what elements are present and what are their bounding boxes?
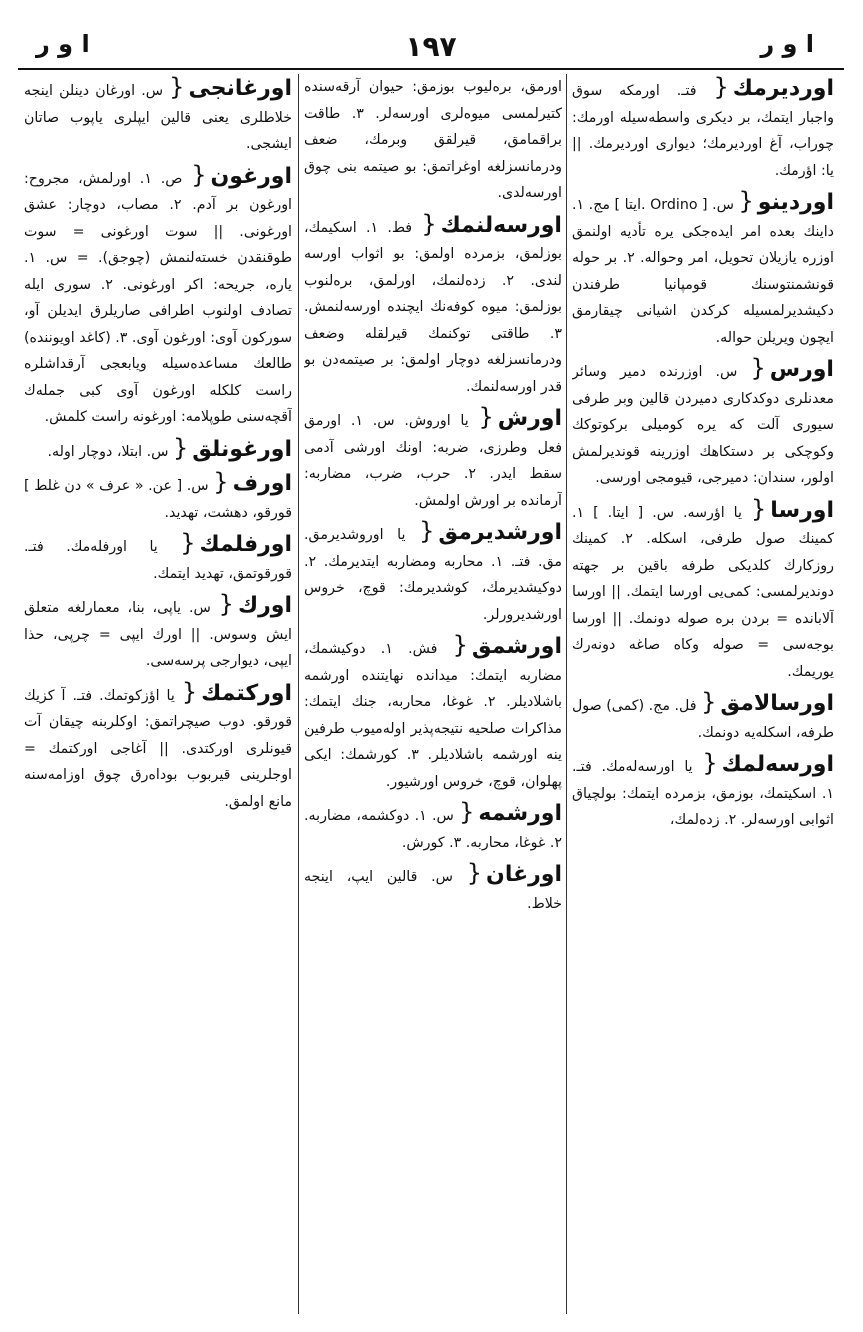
dictionary-entry: اورسه‌لمك{ یا اورسه‌له‌مك. فتـ. ۱. اسكیتمك، بوزمق، بزمرده ایتمك: بولچیاق اثوابی اورسه‌لر. ۲. زده‌لمك، — [572, 749, 834, 828]
definition: فط. ۱. اسكیمك، بوزلمق، بزمرده اولمق: بو اثواب اورسه لندی. ۲. زده‌لنمك، اورلمق، بره‌لنوب بوزلمق: میوه كوفه‌نك ایچنده اورسه‌لنمش. ۳. طاقتی توكنمك قیرلقله وضعف ودرمانسزلغه دوچار اولمق: بر صیتمه‌دن بو قدر اورسه‌لنمك. — [304, 219, 562, 395]
dictionary-entry: اورغان{ س. قالین ایپ، اینجه خلاط. — [304, 859, 562, 912]
dictionary-entry: اورسه‌لنمك{ فط. ۱. اسكیمك، بوزلمق، بزمرده اولمق: بو اثواب اورسه لندی. ۲. زده‌لنمك، اورلمق، بره‌لنوب بوزلمق: میوه كوفه‌نك ایچنده اورسه‌لنمش. ۳. طاقتی توكنمك قیرلقله وضعف ودرمانسزلغه دوچار اولمق: بر صیتمه‌دن بو قدر اورسه‌لنمك. — [304, 209, 562, 395]
dictionary-entry: اورفلمك{ یا اورفله‌مك. فتـ. قورقوتمق، تهدید ایتمك. — [24, 529, 292, 582]
page-number: ۱۹۷ — [405, 30, 457, 63]
column-rule-left — [298, 74, 299, 1314]
dictionary-entry-continued — [304, 74, 562, 207]
dictionary-entry: اورغونلق{ س. ابتلا، دوچار اوله. — [47, 433, 292, 462]
headword: اورغانجی — [188, 76, 292, 101]
headword: اورش — [497, 406, 562, 431]
headword: اورف — [232, 471, 292, 496]
dictionary-entry: اوردیرمك{ فتـ. اورمكه سوق واجبار ایتمك، بر دیكری واسطه‌سیله اورمك: چوراب، آغ اوردیرمك؛ دیواری اوردیرمك. || یا: اؤرمك. — [572, 74, 834, 179]
definition: س. [ عن. « عرف » دن غلط ] قورقو، دهشت، تهدید. — [24, 478, 292, 521]
definition: یا اورفله‌مك. فتـ. قورقوتمق، تهدید ایتمك. — [24, 539, 292, 582]
dictionary-entry: اورف{ س. [ عن. « عرف » دن غلط ] قورقو، دهشت، تهدید. — [24, 468, 292, 521]
definition: س. ابتلا، دوچار اوله. — [47, 443, 169, 460]
headword: اورشمق — [471, 634, 562, 659]
definition: س. اوزرنده دمیر وسائر معدنلری دوكدكاری دمیردن قالین وبر طرفی سیوری آلت كه یره كومیلی بركوتوكك وكوچكی بر دستكاهك اوزرینه قوندیرلمش اولور، سندان: دمیرجی، قیومجی اورسی. — [572, 364, 834, 486]
definition: فتـ. اورمكه سوق واجبار ایتمك، بر دیكری واسطه‌سیله اورمك: چوراب، آغ اوردیرمك؛ دیواری اوردیرمك. || یا: اؤرمك. — [572, 83, 834, 179]
headword: اورسالامق — [720, 691, 834, 716]
definition: ص. ۱. اورلمش، مجروح: اورغون بر آدم. ۲. مصاب، دوچار: عشق اورغونی. || سوت اورغونی = سوت طوقنقدن خسته‌لنمش (چوجق). = س. ۱. یاره، جریحه: اكر اورغونی. ۲. سوری ایله تصادف اولنوب اطرافی صاریلرق ایدیلن آو، سوركون آوی: اورغون آوی. ۳. (كاغد اویوننده) طالعك مساعده‌سیله ویابعجی آرقداشلره راست كلكله اورغون آوی كبی جمله‌ك آقچه‌سنی طوپلامه: اورغونه راست كلمش. — [24, 170, 292, 425]
running-head-left: ا و ر — [36, 30, 90, 58]
definition: فش. ۱. دوكیشمك، مضاربه ایتمك: میدانده نهایتنده اورشمه باشلادیلر. ۲. غوغا، محاربه، جنك ایتمك: مذاكرات صلحیه نتیجه‌پذیر اوله‌میوب طرفین ینه اورشمه باشلادیلر. ۳. كورشمك: ایكی پهلوان، قوچ، خروس اورشیور. — [304, 641, 562, 790]
definition: س. ۱. دوكشمه، مضاربه. ۲. غوغا، محاربه. ۳. كورش. — [304, 808, 562, 851]
dictionary-entry: اورس{ س. اوزرنده دمیر وسائر معدنلری دوكدكاری دمیردن قالین وبر طرفی سیوری آلت كه یره كومیلی بركوتوكك وكوچكی بر دستكاهك اوزرینه قوندیرلمش اولور، سندان: دمیرجی، قیومجی اورسی. — [572, 354, 834, 486]
definition: یا اوروش. س. ۱. اورمق فعل وطرزی، ضربه: اونك اورشی آدمی سقط ایدر. ۲. حرب، ضرب، مضاربه: آرمانده بر اورش اولمش. — [304, 413, 562, 509]
dictionary-entry: اورشمه{ س. ۱. دوكشمه، مضاربه. ۲. غوغا، محاربه. ۳. كورش. — [304, 798, 562, 851]
definition: س. قالین ایپ، اینجه خلاط. — [304, 869, 562, 912]
dictionary-entry: اوردینو{ س. [ Ordino .ایتا ] مج. ۱. داینك بعده امر ایده‌جكی یره تأدیه اولنمق اوزره یازیلان تحویل، امر وحواله. ۲. بر حوله قونشمنتوسنك قومپانیا طرفندن دكیشدیرلمسیله كركدن اشیانی چیقارمق ایچون ویریلن حواله. — [572, 187, 834, 346]
definition: س. یاپی، بنا، معمارلغه متعلق ایش وسوس. || اورك ایپی = چرپی، حذا ایپی، دیوارجی پرسه‌سی. — [24, 600, 292, 669]
column-left — [24, 74, 292, 1314]
headword: اوركتمك — [201, 680, 292, 706]
dictionary-entry: اورشدیرمق{ یا اوروشدیرمق. مق. فتـ. ۱. محاربه ومضاربه ایتدیرمك. ۲. دوكیشدیرمك، كوشدیرمك: قوچ، خروس اورشدیرورلر. — [304, 517, 562, 623]
headword: اورسه‌لنمك — [440, 212, 562, 238]
headword: اورغون — [210, 163, 292, 189]
dictionary-entry: اورسالامق{ فل. مج. (كمی) صول طرفه، اسكله‌یه دونمك. — [572, 688, 834, 741]
headword: اورشدیرمق — [438, 520, 562, 545]
column-rule-right — [566, 74, 567, 1314]
definition: س. [ Ordino .ایتا ] مج. ۱. داینك بعده امر ایده‌جكی یره تأدیه اولنمق اوزره یازیلان تحویل، امر وحواله. ۲. بر حوله قونشمنتوسنك قومپانیا طرفندن دكیشدیرلمسیله كركدن اشیانی چیقارمق ایچون ویریلن حواله. — [572, 197, 834, 346]
column-right — [572, 74, 834, 1314]
dictionary-entry: اورغون{ ص. ۱. اورلمش، مجروح: اورغون بر آدم. ۲. مصاب، دوچار: عشق اورغونی. || سوت اورغونی = سوت طوقنقدن خسته‌لنمش (چوجق). = س. ۱. یاره، جریحه: اكر اورغونی. ۲. سوری ایله تصادف اولنوب اطرافی صاریلرق ایدیلن آو، سوركون آوی: اورغون آوی. ۳. (كاغد اویوننده) طالعك مساعده‌سیله ویابعجی آرقداشلره راست كلكله اورغون آوی كبی جمله‌ك آقچه‌سنی طوپلامه: اورغونه راست كلمش. — [24, 160, 292, 425]
definition: یا اؤرسه. س. [ ایتا. ] ۱. كمینك صول طرفی، اسكله. ۲. كمینك روزكارك كلدیكی طرفه باقین بر جهته دوندیرلمسی: كمی‌یی اورسا ایتمك. || اورسا آلابانده = بردن بره صوله دونمك. || اورسا بوجه‌سی = صوله وكاه صاغه دونه‌رك یوریمك. — [572, 504, 834, 680]
definition: یا اؤزكوتمك. فتـ. آ كزیك قورقو. دوب صیچراتمق: اوكلربنه چیقان آت قیونلری اوركتدی. || آغاجی اوركتمك = اوجلرینی قیربوب بوداه‌رق چوق اوزامه‌سنه مانع اولمق. — [24, 687, 292, 810]
dictionary-entry: اورغانجی{ س. اورغان دینلن اینجه خلاطلری یعنی قالین ایپلری یاپوب صاتان ایشجی. — [24, 74, 292, 152]
headword: اورغان — [486, 862, 562, 887]
headword: اورشمه — [478, 801, 562, 826]
headword: اورك — [237, 593, 292, 618]
dictionary-entry: اورش{ یا اوروش. س. ۱. اورمق فعل وطرزی، ضربه: اونك اورشی آدمی سقط ایدر. ۲. حرب، ضرب، مضاربه: آرمانده بر اورش اولمش. — [304, 403, 562, 509]
headword: اورس — [769, 357, 834, 382]
dictionary-entry: اورشمق{ فش. ۱. دوكیشمك، مضاربه ایتمك: میدانده نهایتنده اورشمه باشلادیلر. ۲. غوغا، محاربه، جنك ایتمك: مذاكرات صلحیه نتیجه‌پذیر اوله‌میوب طرفین ینه اورشمه باشلادیلر. ۳. كورشمك: ایكی پهلوان، قوچ، خروس اورشیور. — [304, 631, 562, 790]
definition: اورمق، بره‌لیوب بوزمق: حیوان آرقه‌سنده كتیرلمسی میوه‌لری اورسه‌لر. ۳. طاقت براقمامق، قیرلقق وبرمك، ضعف ودرمانسزلغه اوغراتمق: بو صیتمه بنی چوق اورسه‌لدی. — [304, 79, 562, 201]
definition: یا اورسه‌له‌مك. فتـ. ۱. اسكیتمك، بوزمق، بزمرده ایتمك: بولچیاق اثوابی اورسه‌لر. ۲. زده‌لمك، — [572, 759, 834, 828]
definition: س. اورغان دینلن اینجه خلاطلری یعنی قالین ایپلری یاپوب صاتان ایشجی. — [24, 83, 292, 152]
headword: اورسه‌لمك — [721, 752, 834, 777]
column-middle — [304, 74, 562, 1314]
definition: یا اوروشدیرمق. مق. فتـ. ۱. محاربه ومضاربه ایتدیرمك. ۲. دوكیشدیرمك، كوشدیرمك: قوچ، خروس اورشدیرورلر. — [304, 527, 562, 623]
headword: اورفلمك — [199, 532, 292, 557]
dictionary-entry: اورك{ س. یاپی، بنا، معمارلغه متعلق ایش وسوس. || اورك ایپی = چرپی، حذا ایپی، دیوارجی پرسه‌سی. — [24, 590, 292, 669]
headword: اورسا — [770, 497, 834, 523]
headword: اورغونلق — [192, 436, 292, 462]
dictionary-entry: اورسا{ یا اؤرسه. س. [ ایتا. ] ۱. كمینك صول طرفی، اسكله. ۲. كمینك روزكارك كلدیكی طرفه باقین بر جهته دوندیرلمسی: كمی‌یی اورسا ایتمك. || اورسا آلابانده = بردن بره صوله دونمك. || اورسا بوجه‌سی = صوله وكاه صاغه دونه‌رك یوریمك. — [572, 494, 834, 680]
dictionary-entry: اوركتمك{ یا اؤزكوتمك. فتـ. آ كزیك قورقو. دوب صیچراتمق: اوكلربنه چیقان آت قیونلری اوركتدی. || آغاجی اوركتمك = اوجلرینی قیربوب بوداه‌رق چوق اوزامه‌سنه مانع اولمق. — [24, 677, 292, 810]
running-head-right: ا و ر — [760, 30, 814, 58]
page-header — [18, 30, 844, 70]
definition: فل. مج. (كمی) صول طرفه، اسكله‌یه دونمك. — [572, 698, 834, 741]
headword: اوردینو — [757, 190, 834, 215]
headword: اوردیرمك — [732, 76, 834, 101]
